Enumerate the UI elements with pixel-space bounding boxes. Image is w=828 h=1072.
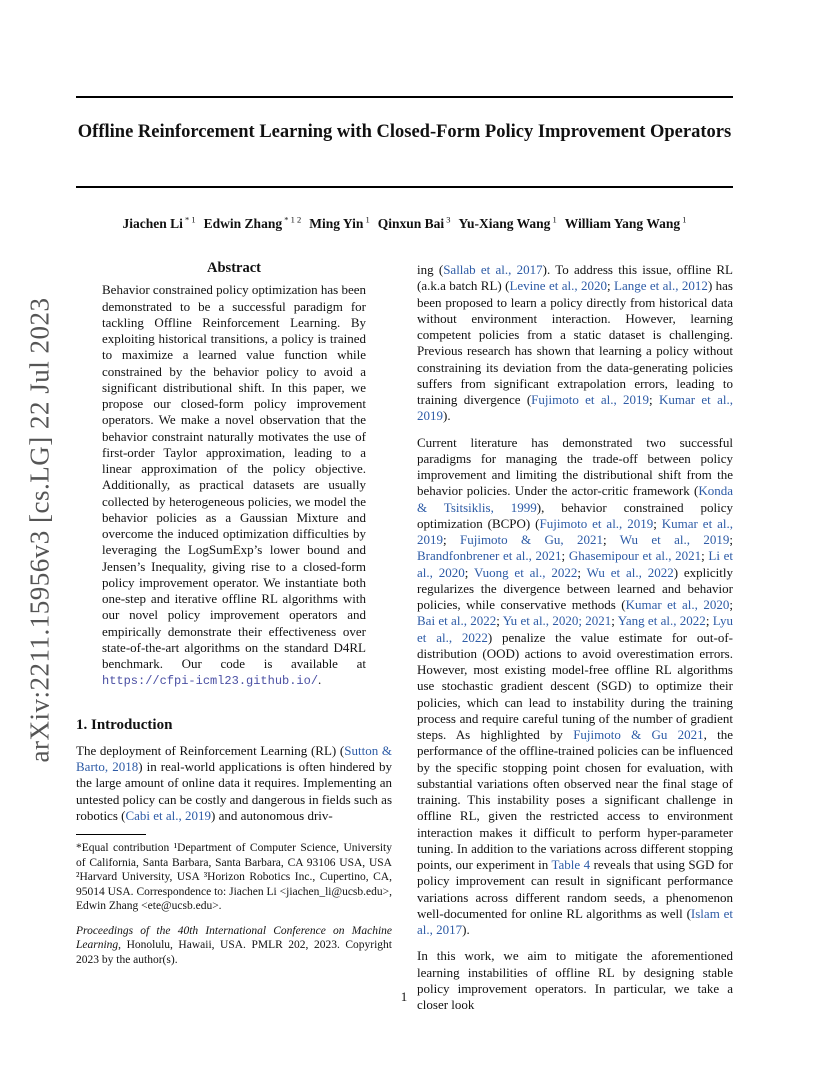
citation-link[interactable]: Li et al., 2020 xyxy=(417,548,734,580)
author-affiliation-mark: 3 xyxy=(444,214,451,224)
section-heading-introduction: 1. Introduction xyxy=(76,716,173,733)
author-name: Edwin Zhang $^{* 1 2}$ xyxy=(203,214,302,231)
citation-link[interactable]: Levine et al., 2020 xyxy=(509,278,607,294)
paragraph-text: ; xyxy=(561,548,569,564)
citation-link[interactable]: Sutton & Barto, 2018 xyxy=(76,742,392,774)
citation-link[interactable]: Vuong et al., 2022 xyxy=(473,564,578,580)
paragraph-text: ; xyxy=(701,548,709,564)
citation-link[interactable]: Wu et al., 2022 xyxy=(586,564,674,580)
affiliation-footnote: *Equal contribution ¹Department of Computer Science, University of California, Santa Barbara, Santa Barbara, CA 93106 USA, USA ²Harvard University, USA ³Horizon Robotics Inc., Cupertino, CA, 95014 USA. Correspondence to: Jiachen Li <jiachen_li@ucsb.edu>, Edwin Zhang <ete@ucsb.edu>. xyxy=(76,842,392,912)
paragraph-text: In this work, we aim to mitigate the aforementioned learning instabilities of offline RL by designing stable policy improvement operators. In particular, we take a closer look xyxy=(417,948,733,1012)
paragraph-text: ). xyxy=(462,922,470,937)
proceedings-venue: Proceedings of the 40th International Conference on Machine Learning xyxy=(76,924,392,951)
author-affiliation-mark: 1 xyxy=(363,214,370,224)
intro-paragraph xyxy=(76,743,392,824)
citation-link[interactable]: Kumar et al., 2020 xyxy=(625,597,730,612)
citation-link[interactable]: Islam et al., 2017 xyxy=(417,905,734,937)
proceedings-details: , Honolulu, Hawaii, USA. PMLR 202, 2023. Copyright 2023 by the author(s). xyxy=(76,939,392,966)
page-number: 1 xyxy=(400,989,408,1004)
paragraph-text: ; xyxy=(729,597,733,612)
paragraph-text: ), behavior constrained policy optimization (BCPO) ( xyxy=(417,499,733,531)
author-name: Ming Yin $^1$ xyxy=(309,214,370,231)
paragraph-text: ). xyxy=(443,408,451,424)
author-affiliation-mark: 1 xyxy=(550,214,557,224)
citation-link[interactable]: Bai et al., 2022 xyxy=(417,613,497,629)
citation-link[interactable]: Yu et al., 2020; 2021 xyxy=(502,613,612,629)
author-affiliation-mark: 1 xyxy=(680,214,687,224)
paragraph-text: ; xyxy=(496,613,503,629)
citation-link[interactable]: Fujimoto et al., 2019 xyxy=(539,515,654,531)
citation-link[interactable]: Sallab et al., 2017 xyxy=(443,262,543,277)
left-column xyxy=(76,260,392,967)
paragraph-text: reveals that using SGD for policy improvement can result in significant performance variations across different random seeds, a phenomenon well-documented for online RL algorithms as well ( xyxy=(417,857,734,921)
paragraph-text: ing ( xyxy=(417,262,444,277)
paragraph-text: ; xyxy=(729,532,733,547)
author-name: Jiachen Li $^{* 1}$ xyxy=(122,214,196,231)
citation-link[interactable]: Wu et al., 2019 xyxy=(619,532,730,547)
citation-link[interactable]: Lyu et al., 2022 xyxy=(417,613,733,645)
paragraph-text: ; xyxy=(649,392,659,407)
paragraph-text: ; xyxy=(705,613,713,629)
paper-title: Offline Reinforcement Learning with Closed-Form Policy Improvement Operators xyxy=(77,122,732,142)
footnote-rule xyxy=(76,834,146,835)
citation-link[interactable]: Yang et al., 2022 xyxy=(617,613,706,629)
citation-link[interactable]: Kumar et al., 2019 xyxy=(417,515,733,547)
citation-link[interactable]: Brandfonbrener et al., 2021 xyxy=(417,548,562,564)
paragraph-text: ; xyxy=(653,515,662,531)
abstract-heading: Abstract xyxy=(207,260,261,276)
author-affiliation-mark: * 1 2 xyxy=(282,214,302,224)
proceedings-note xyxy=(76,924,392,968)
citation-link[interactable]: Table 4 xyxy=(551,857,591,872)
right-column xyxy=(417,262,733,1023)
abstract-body xyxy=(102,282,366,689)
paragraph-text: ). To address this issue, offline RL (a.k.a batch RL) ( xyxy=(417,262,733,294)
paragraph-text: ; xyxy=(577,564,587,580)
citation-link[interactable]: Kumar et al., 2019 xyxy=(417,392,733,424)
paragraph-text: ) explicitly regularizes the divergence between learned and behavior policies, while conservative methods ( xyxy=(417,564,733,612)
body-paragraph-2 xyxy=(417,435,733,939)
paragraph-text: ; xyxy=(464,564,474,580)
author-name: Yu-Xiang Wang $^1$ xyxy=(458,214,557,231)
arxiv-identifier: arXiv:2211.15956v3 [cs.LG] 22 Jul 2023 xyxy=(24,297,55,763)
paragraph-text: ; xyxy=(607,278,615,294)
author-affiliation-mark: * 1 xyxy=(182,214,196,224)
paragraph-text: , the performance of the offline-trained policies can be influenced by the specific stopping point chosen for evaluation, with substantial variations often observed near the final stage of training. This instability poses a significant challenge in offline RL, given the restricted access to environment interaction makes it difficult to perform hyper-parameter tuning. In addition to the variations across different stopping points, our experiment in xyxy=(417,727,733,872)
paragraph-text: ; xyxy=(603,532,620,547)
author-list xyxy=(76,214,733,232)
author-name: Qinxun Bai $^3$ xyxy=(377,214,451,231)
paragraph-text: ) penalize the value estimate for out-of-distribution (OOD) actions to avoid overestimation errors. However, most existing model-free offline RL algorithms use stochastic gradient descent (SGD) to optimize their policies, which can lead to instability during the training process and require careful tuning of the number of gradient steps. As highlighted by xyxy=(417,629,733,742)
author-name: William Yang Wang $^1$ xyxy=(564,214,687,231)
intro-text: ) in real-world applications is often hindered by the large amount of online data it requires. Implementing an untested policy can be costly and dangerous in fields such as robotics ( xyxy=(76,759,392,823)
abstract-text: Behavior constrained policy optimization has been demonstrated to be a successful paradigm for tackling Offline Reinforcement Learning. By exploiting historical transitions, a policy is trained to maximize a learned value function while constrained by the behavior policy to avoid a significant distributional shift. In this paper, we propose our closed-form policy improvement operators. We make a novel observation that the behavior constraint naturally motivates the use of first-order Taylor approximation, leading to a linear approximation of the policy objective. Additionally, as practical datasets are usually collected by heterogeneous policies, we model the behavior policies as a Gaussian Mixture and overcome the induced optimization difficulties by leveraging the LogSumExp’s lower bound and Jensen’s Inequality, giving rise to a closed-form policy improvement operator. We instantiate both one-step and iterative offline RL algorithms with our novel policy improvement operators and empirically demonstrate their effectiveness over state-of-the-art algorithms on the standard D4RL benchmark. Our code is available at xyxy=(102,282,366,671)
citation-link[interactable]: Fujimoto & Gu 2021 xyxy=(573,727,704,742)
citation-link[interactable]: Ghasemipour et al., 2021 xyxy=(568,548,702,564)
citation-link[interactable]: Cabi et al., 2019 xyxy=(125,807,212,823)
intro-text: ) and autonomous driv- xyxy=(211,807,333,823)
paragraph-text: ; xyxy=(443,532,460,547)
code-url-link[interactable]: https://cfpi-icml23.github.io/ xyxy=(102,674,319,689)
title-top-rule xyxy=(76,96,733,98)
intro-text: The deployment of Reinforcement Learning (RL) ( xyxy=(76,742,345,758)
title-bottom-rule xyxy=(76,186,733,188)
abstract-end: . xyxy=(318,672,322,688)
body-paragraph-1 xyxy=(417,262,733,425)
citation-link[interactable]: Fujimoto & Gu, 2021 xyxy=(459,532,604,547)
citation-link[interactable]: Fujimoto et al., 2019 xyxy=(531,392,650,407)
paragraph-text: ) has been proposed to learn a policy directly from historical data without environment interaction. However, learning competent policies from a static dataset is challenging. Previous research has shown that learning a policy without constraining its deviation from the data-generating policies suffers from significant extrapolation errors, leading to training divergence ( xyxy=(417,278,733,407)
paragraph-text: Current literature has demonstrated two successful paradigms for managing the trade-off between policy improvement and limiting the distributional shift from the behavior policies. Under the actor-critic framework ( xyxy=(417,434,733,499)
citation-link[interactable]: Konda & Tsitsiklis, 1999 xyxy=(417,483,733,515)
citation-link[interactable]: Lange et al., 2012 xyxy=(614,278,708,294)
paragraph-text: ; xyxy=(611,613,618,629)
